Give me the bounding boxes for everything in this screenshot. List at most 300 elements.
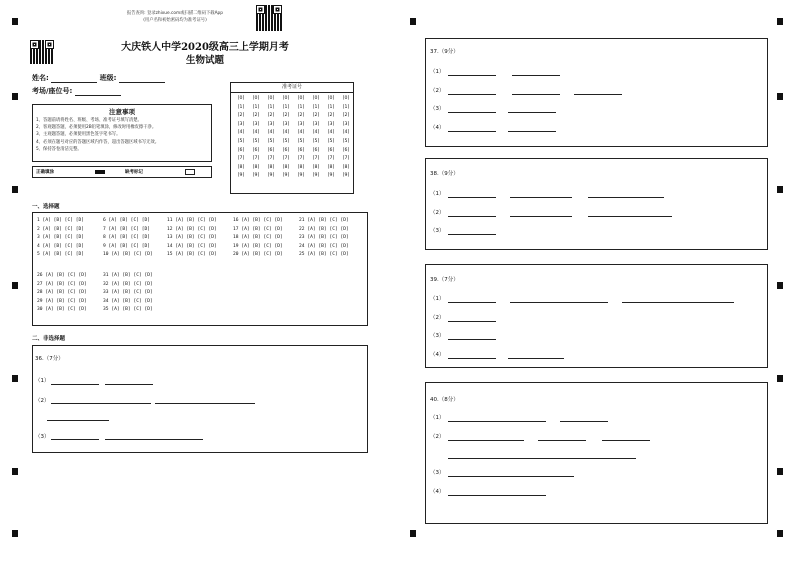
mc-options[interactable]: [A] [B] [C] [D] <box>45 273 87 278</box>
exam-id-digit-bubble[interactable]: [7] <box>237 156 245 162</box>
exam-id-digit-bubble[interactable]: [9] <box>342 173 350 179</box>
exam-id-digit-bubble[interactable]: [7] <box>327 156 335 162</box>
exam-id-digit-bubble[interactable]: [4] <box>312 130 320 136</box>
q39-blank[interactable] <box>508 358 564 359</box>
exam-id-digit-bubble[interactable]: [8] <box>312 164 320 170</box>
q40-label-1: （1） <box>430 415 445 421</box>
q39-blank[interactable] <box>448 321 496 322</box>
q38-blank[interactable] <box>448 216 496 217</box>
q36-header: 36.（7分） <box>35 356 64 362</box>
mc-question-row[interactable] <box>37 226 84 235</box>
exam-id-digit-bubble[interactable]: [3] <box>237 121 245 127</box>
exam-id-digit-bubble[interactable]: [0] <box>267 96 275 101</box>
q37-blank[interactable] <box>448 131 496 132</box>
mc-question-row[interactable] <box>299 226 349 235</box>
exam-id-digit-column <box>339 95 353 181</box>
q39-label-4: （4） <box>430 352 445 358</box>
mc-question-row[interactable] <box>37 298 87 307</box>
exam-id-digit-bubble[interactable]: [2] <box>237 113 245 119</box>
mc-options[interactable]: [A] [B] [C] [D] <box>307 226 349 232</box>
q36-blank[interactable] <box>155 403 255 404</box>
mc-options[interactable]: [A] [B] [C] [D] <box>175 226 217 232</box>
note-item: 5、保持答卷清洁完整。 <box>36 146 82 152</box>
report-notice-line1: 报告查询: 登录zhixue.com或扫描二维码下载App <box>127 11 223 16</box>
mc-options[interactable]: [A] [B] [C] [D] <box>307 218 349 223</box>
exam-id-digit-bubble[interactable]: [0] <box>312 96 320 101</box>
mc-question-row[interactable] <box>299 243 349 252</box>
q40-blank[interactable] <box>560 421 608 422</box>
exam-id-digit-bubble[interactable]: [7] <box>342 156 350 162</box>
exam-id-digit-bubble[interactable]: [6] <box>267 147 275 153</box>
q38-blank[interactable] <box>510 216 572 217</box>
timing-mark <box>12 93 18 100</box>
exam-id-digit-bubble[interactable]: [3] <box>252 121 260 127</box>
exam-id-digit-bubble[interactable]: [7] <box>297 156 305 162</box>
mc-question-number: 11 <box>167 218 176 223</box>
exam-id-digit-bubble[interactable]: [2] <box>342 113 350 119</box>
exam-id-digit-bubble[interactable]: [1] <box>297 104 305 110</box>
exam-id-digit-bubble[interactable]: [4] <box>252 130 260 136</box>
mc-question-number: 31 <box>103 273 112 278</box>
mc-options[interactable]: [A] [B] [C] [D] <box>108 235 151 240</box>
mc-question-number: 14 <box>167 243 176 249</box>
mc-question-row[interactable] <box>103 281 153 290</box>
mc-question-number: 33 <box>103 290 112 295</box>
q37-blank[interactable] <box>448 94 496 95</box>
report-notice <box>112 10 238 24</box>
q36-blank[interactable] <box>51 403 151 404</box>
exam-id-digit-bubble[interactable]: [0] <box>252 96 260 101</box>
mc-options[interactable]: [A] [B] [C] [D] <box>111 273 153 278</box>
timing-mark <box>12 186 18 193</box>
mc-options[interactable]: [A] [B] [C] [D] <box>175 243 217 249</box>
exam-id-digit-bubble[interactable]: [2] <box>327 113 335 119</box>
exam-id-digit-bubble[interactable]: [9] <box>267 173 275 179</box>
exam-id-digit-bubble[interactable]: [7] <box>252 156 260 162</box>
q37-blank[interactable] <box>508 112 556 113</box>
q36-label-3: （3） <box>35 434 50 440</box>
timing-mark <box>777 530 783 537</box>
note-item: 2、客观题答题，必须使用2B铅笔填涂，修改时用橡皮擦干净。 <box>36 125 157 131</box>
mc-question-number: 15 <box>167 252 176 257</box>
q40-blank[interactable] <box>448 476 574 477</box>
mc-options[interactable]: [A] [B] [C] [D] <box>241 218 283 223</box>
q36-blank[interactable] <box>51 384 99 385</box>
mc-question-row[interactable] <box>103 217 153 226</box>
timing-mark <box>777 93 783 100</box>
exam-id-digit-bubble[interactable]: [9] <box>282 173 290 179</box>
exam-id-digit-bubble[interactable]: [6] <box>327 147 335 153</box>
q38-blank[interactable] <box>588 216 672 217</box>
mc-question-group <box>299 217 349 260</box>
exam-id-digit-bubble[interactable]: [4] <box>297 130 305 136</box>
q37-blank[interactable] <box>448 112 496 113</box>
exam-id-digit-column <box>279 95 293 181</box>
exam-id-digit-bubble[interactable]: [8] <box>267 164 275 170</box>
q40-label-3: （3） <box>430 470 445 476</box>
exam-id-digit-bubble[interactable]: [3] <box>267 121 275 127</box>
q39-blank[interactable] <box>448 358 496 359</box>
mc-question-number: 29 <box>37 298 46 304</box>
note-item: 1、答题前请将姓名、班级、考场、准考证号填写清楚。 <box>36 118 142 123</box>
timing-mark <box>777 186 783 193</box>
q36-blank[interactable] <box>105 384 153 385</box>
timing-mark <box>12 18 18 25</box>
timing-mark <box>777 468 783 475</box>
exam-id-digit-bubble[interactable]: [6] <box>297 147 305 153</box>
mc-question-number: 28 <box>37 290 46 295</box>
mc-question-row[interactable] <box>103 289 153 298</box>
mc-question-group <box>167 217 217 260</box>
exam-id-digit-bubble[interactable]: [5] <box>327 138 335 144</box>
q40-blank[interactable] <box>448 421 546 422</box>
q37-header: 37.（9分） <box>430 49 459 55</box>
exam-id-title: 准考证号 <box>231 83 353 93</box>
mc-question-row[interactable] <box>37 251 84 260</box>
exam-id-digit-bubble[interactable]: [5] <box>237 138 245 144</box>
timing-mark <box>410 530 416 537</box>
mc-question-row[interactable] <box>167 226 217 235</box>
timing-mark <box>777 18 783 25</box>
mc-question-row[interactable] <box>103 298 153 307</box>
exam-id-digit-bubble[interactable]: [5] <box>297 138 305 144</box>
mc-question-number: 13 <box>167 235 176 240</box>
exam-id-digit-bubble[interactable]: [1] <box>312 104 320 110</box>
exam-id-digit-bubble[interactable]: [8] <box>282 164 290 170</box>
exam-id-digit-bubble[interactable]: [1] <box>342 104 350 110</box>
mc-question-row[interactable] <box>299 217 349 226</box>
mc-options[interactable]: [A] [B] [C] [D] <box>175 218 217 223</box>
q38-label-2: （2） <box>430 210 445 216</box>
q37-blank[interactable] <box>512 75 560 76</box>
mc-question-row[interactable] <box>233 226 283 235</box>
notes-title: 注意事项 <box>109 108 135 116</box>
room-seat-label: 考场/座位号: <box>32 87 73 95</box>
q37-label-1: （1） <box>430 69 445 75</box>
mc-question-row[interactable] <box>103 234 153 243</box>
mc-question-number: 20 <box>233 252 242 257</box>
mc-options[interactable]: [A] [B] [C] [D] <box>108 226 151 232</box>
mc-options[interactable]: [A] [B] [C] [D] <box>45 307 87 312</box>
class-label: 班级: <box>99 74 117 82</box>
exam-id-digit-bubble[interactable]: [2] <box>297 113 305 119</box>
q40-label-2: （2） <box>430 434 445 440</box>
exam-id-digit-bubble[interactable]: [6] <box>312 147 320 153</box>
mc-options[interactable]: [A] [B] [C] [D] <box>111 307 153 312</box>
q40-blank[interactable] <box>538 440 586 441</box>
exam-id-digit-bubble[interactable]: [9] <box>327 173 335 179</box>
mc-question-number: 21 <box>299 218 308 223</box>
exam-id-digit-bubble[interactable]: [1] <box>252 104 260 110</box>
q38-blank[interactable] <box>448 234 496 235</box>
note-item: 3、主观题答题，必须使用黑色签字笔书写。 <box>36 132 121 138</box>
q40-blank[interactable] <box>448 458 636 459</box>
mc-question-row[interactable] <box>37 306 87 315</box>
exam-id-digit-bubble[interactable]: [2] <box>267 113 275 119</box>
mc-question-group <box>103 272 153 315</box>
mc-question-row[interactable] <box>233 243 283 252</box>
exam-id-box <box>230 82 354 194</box>
section1-title: 一、选择题 <box>32 204 60 210</box>
exam-id-digit-bubble[interactable]: [1] <box>267 104 275 110</box>
mc-options[interactable]: [A] [B] [C] [D] <box>175 252 217 257</box>
mc-options[interactable]: [A] [B] [C] [D] <box>45 290 87 295</box>
q37-label-4: （4） <box>430 125 445 131</box>
mc-question-row[interactable] <box>167 234 217 243</box>
class-field[interactable] <box>119 75 165 83</box>
q39-blank[interactable] <box>622 302 734 303</box>
exam-subject: 生物试题 <box>185 55 224 66</box>
mc-question-number: 3 <box>37 235 43 240</box>
q38-label-1: （1） <box>430 191 445 197</box>
exam-id-digit-bubble[interactable]: [6] <box>282 147 290 153</box>
correct-fill-label: 正确填涂 <box>36 170 54 175</box>
exam-id-digit-column <box>249 95 263 181</box>
mc-question-row[interactable] <box>103 251 153 260</box>
mc-options[interactable]: [A] [B] [C] [D] <box>307 243 349 249</box>
q37-label-2: （2） <box>430 88 445 94</box>
exam-id-digit-bubble[interactable]: [3] <box>342 121 350 127</box>
mc-question-number: 5 <box>37 252 43 257</box>
exam-id-digit-bubble[interactable]: [1] <box>237 104 245 110</box>
exam-id-digit-bubble[interactable]: [4] <box>327 130 335 136</box>
exam-id-digit-bubble[interactable]: [9] <box>297 173 305 179</box>
q39-label-1: （1） <box>430 296 445 302</box>
mc-question-number: 1 <box>37 218 43 223</box>
mc-options[interactable]: [A] [B] [C] [D] <box>241 226 283 232</box>
mc-question-number: 35 <box>103 307 112 312</box>
timing-mark <box>777 282 783 289</box>
mc-question-row[interactable] <box>37 217 84 226</box>
mc-question-number: 2 <box>37 226 43 232</box>
exam-id-digit-bubble[interactable]: [5] <box>342 138 350 144</box>
q37-blank[interactable] <box>574 94 622 95</box>
mc-question-row[interactable] <box>37 281 87 290</box>
exam-id-digit-bubble[interactable]: [3] <box>312 121 320 127</box>
exam-id-digit-bubble[interactable]: [9] <box>252 173 260 179</box>
exam-id-digit-bubble[interactable]: [8] <box>237 164 245 170</box>
mc-question-number: 9 <box>103 243 109 249</box>
q37-blank[interactable] <box>448 75 496 76</box>
q38-header: 38.（9分） <box>430 171 459 177</box>
name-class-row <box>32 73 165 83</box>
mc-options[interactable]: [A] [B] [C] [D] <box>241 235 283 240</box>
mc-options[interactable]: [A] [B] [C] [D] <box>42 226 85 232</box>
q37-blank[interactable] <box>512 94 560 95</box>
mc-question-number: 26 <box>37 273 46 278</box>
q36-blank[interactable] <box>51 439 99 440</box>
mc-question-number: 23 <box>299 235 308 240</box>
mc-question-number: 10 <box>103 252 112 257</box>
mc-question-number: 32 <box>103 281 112 287</box>
mc-options[interactable]: [A] [B] [C] [D] <box>111 298 153 304</box>
q39-box <box>425 264 768 368</box>
exam-id-digit-column <box>309 95 323 181</box>
q38-label-3: （3） <box>430 228 445 234</box>
exam-id-digit-bubble[interactable]: [3] <box>327 121 335 127</box>
correct-fill-sample <box>95 170 105 174</box>
mc-question-row[interactable] <box>299 251 349 260</box>
exam-id-digit-bubble[interactable]: [3] <box>282 121 290 127</box>
mc-question-row[interactable] <box>233 251 283 260</box>
name-field[interactable] <box>51 75 97 83</box>
timing-mark <box>777 375 783 382</box>
exam-id-digit-column <box>234 95 248 181</box>
mc-question-row[interactable] <box>103 272 153 281</box>
mc-options[interactable]: [A] [B] [C] [D] <box>241 252 283 257</box>
exam-id-digit-bubble[interactable]: [0] <box>282 96 290 101</box>
mc-options[interactable]: [A] [B] [C] [D] <box>111 281 153 287</box>
exam-id-digit-bubble[interactable]: [7] <box>312 156 320 162</box>
room-seat-row <box>32 86 121 96</box>
q39-label-3: （3） <box>430 333 445 339</box>
mc-question-row[interactable] <box>103 306 153 315</box>
mc-question-number: 25 <box>299 252 308 257</box>
mc-question-group <box>37 272 87 315</box>
q39-blank[interactable] <box>448 302 496 303</box>
q40-blank[interactable] <box>448 440 524 441</box>
q40-label-4: （4） <box>430 489 445 495</box>
mc-question-number: 12 <box>167 226 176 232</box>
mc-question-row[interactable] <box>103 226 153 235</box>
timing-mark <box>12 282 18 289</box>
exam-id-digit-bubble[interactable]: [3] <box>297 121 305 127</box>
q37-blank[interactable] <box>508 131 556 132</box>
missing-mark-label: 缺考标记 <box>125 170 143 175</box>
q38-box <box>425 158 768 250</box>
mc-question-number: 6 <box>103 218 109 223</box>
q39-blank[interactable] <box>510 302 608 303</box>
mc-question-row[interactable] <box>299 234 349 243</box>
exam-id-digit-bubble[interactable]: [5] <box>282 138 290 144</box>
mc-question-number: 18 <box>233 235 242 240</box>
mc-options[interactable]: [A] [B] [C] [D] <box>307 235 349 240</box>
mc-options[interactable]: [A] [B] [C] [D] <box>42 243 85 249</box>
exam-id-digit-bubble[interactable]: [2] <box>252 113 260 119</box>
mc-question-number: 24 <box>299 243 308 249</box>
q40-blank[interactable] <box>602 440 650 441</box>
exam-id-digit-bubble[interactable]: [6] <box>237 147 245 153</box>
mc-question-group <box>37 217 84 260</box>
mc-options[interactable]: [A] [B] [C] [D] <box>42 252 85 257</box>
exam-id-digit-bubble[interactable]: [6] <box>252 147 260 153</box>
q36-blank[interactable] <box>105 439 203 440</box>
mc-answer-box <box>32 212 368 326</box>
mc-question-row[interactable] <box>37 243 84 252</box>
mc-options[interactable]: [A] [B] [C] [D] <box>307 252 349 257</box>
q36-box <box>32 345 368 453</box>
mc-question-row[interactable] <box>167 251 217 260</box>
q39-header: 39.（7分） <box>430 277 459 283</box>
exam-id-digit-bubble[interactable]: [9] <box>237 173 245 179</box>
mc-question-number: 27 <box>37 281 46 287</box>
mc-question-row[interactable] <box>37 272 87 281</box>
mc-question-number: 16 <box>233 218 242 223</box>
mc-options[interactable]: [A] [B] [C] [D] <box>241 243 283 249</box>
exam-id-digit-bubble[interactable]: [0] <box>342 96 350 101</box>
mc-question-row[interactable] <box>233 234 283 243</box>
exam-id-digit-bubble[interactable]: [4] <box>342 130 350 136</box>
exam-id-digit-column <box>324 95 338 181</box>
exam-id-digit-bubble[interactable]: [1] <box>282 104 290 110</box>
mc-question-row[interactable] <box>233 217 283 226</box>
mc-question-row[interactable] <box>167 243 217 252</box>
mc-question-number: 30 <box>37 307 46 312</box>
mc-options[interactable]: [A] [B] [C] [D] <box>111 290 153 295</box>
mc-options[interactable]: [A] [B] [C] [D] <box>45 281 87 287</box>
exam-id-digit-bubble[interactable]: [8] <box>327 164 335 170</box>
mc-question-number: 7 <box>103 226 109 232</box>
exam-id-digit-bubble[interactable]: [5] <box>312 138 320 144</box>
q38-blank[interactable] <box>588 197 664 198</box>
mc-options[interactable]: [A] [B] [C] [D] <box>42 218 85 223</box>
exam-id-digit-bubble[interactable]: [2] <box>282 113 290 119</box>
mc-options[interactable]: [A] [B] [C] [D] <box>108 243 151 249</box>
mc-options[interactable]: [A] [B] [C] [D] <box>111 252 153 257</box>
mc-question-row[interactable] <box>103 243 153 252</box>
mc-options[interactable]: [A] [B] [C] [D] <box>42 235 85 240</box>
room-seat-field[interactable] <box>75 88 121 96</box>
exam-id-digit-column <box>294 95 308 181</box>
mc-question-row[interactable] <box>37 289 87 298</box>
exam-id-digit-bubble[interactable]: [7] <box>267 156 275 162</box>
exam-id-digit-bubble[interactable]: [2] <box>312 113 320 119</box>
q38-blank[interactable] <box>448 197 496 198</box>
timing-mark <box>12 375 18 382</box>
exam-id-digit-bubble[interactable]: [5] <box>267 138 275 144</box>
q40-blank[interactable] <box>448 495 546 496</box>
mc-question-number: 8 <box>103 235 109 240</box>
missing-mark-box[interactable] <box>185 169 195 175</box>
exam-id-digit-bubble[interactable]: [6] <box>342 147 350 153</box>
exam-id-digit-bubble[interactable]: [0] <box>237 96 245 101</box>
exam-id-digit-bubble[interactable]: [0] <box>327 96 335 101</box>
name-label: 姓名: <box>32 74 49 82</box>
mc-question-group <box>233 217 283 260</box>
timing-mark <box>12 468 18 475</box>
exam-id-digit-bubble[interactable]: [8] <box>252 164 260 170</box>
q39-blank[interactable] <box>448 339 496 340</box>
q40-header: 40.（8分） <box>430 397 459 403</box>
section2-title: 二、非选择题 <box>32 336 66 342</box>
q38-blank[interactable] <box>510 197 572 198</box>
exam-id-digit-bubble[interactable]: [7] <box>282 156 290 162</box>
mc-question-row[interactable] <box>37 234 84 243</box>
note-item: 4、必须在题号对应的答题区域内作答，超出答题区域书写无效。 <box>36 139 160 145</box>
exam-id-write-row <box>231 92 353 93</box>
exam-id-digit-bubble[interactable]: [0] <box>297 96 305 101</box>
mc-question-number: 19 <box>233 243 242 249</box>
exam-id-digit-bubble[interactable]: [4] <box>237 130 245 136</box>
mc-options[interactable]: [A] [B] [C] [D] <box>45 298 87 304</box>
timing-mark <box>12 530 18 537</box>
exam-id-digit-bubble[interactable]: [1] <box>327 104 335 110</box>
q39-label-2: （2） <box>430 315 445 321</box>
q37-box <box>425 38 768 147</box>
mc-question-group <box>103 217 153 260</box>
mc-options[interactable]: [A] [B] [C] [D] <box>175 235 217 240</box>
exam-id-digit-bubble[interactable]: [4] <box>267 130 275 136</box>
mc-question-row[interactable] <box>167 217 217 226</box>
q36-blank[interactable] <box>47 420 109 421</box>
exam-id-digit-bubble[interactable]: [4] <box>282 130 290 136</box>
exam-id-digit-bubble[interactable]: [5] <box>252 138 260 144</box>
exam-id-digit-bubble[interactable]: [8] <box>297 164 305 170</box>
mc-question-number: 17 <box>233 226 242 232</box>
exam-id-digit-bubble[interactable]: [9] <box>312 173 320 179</box>
mc-options[interactable]: [A] [B] [C] [D] <box>108 218 151 223</box>
exam-id-digit-bubble[interactable]: [8] <box>342 164 350 170</box>
